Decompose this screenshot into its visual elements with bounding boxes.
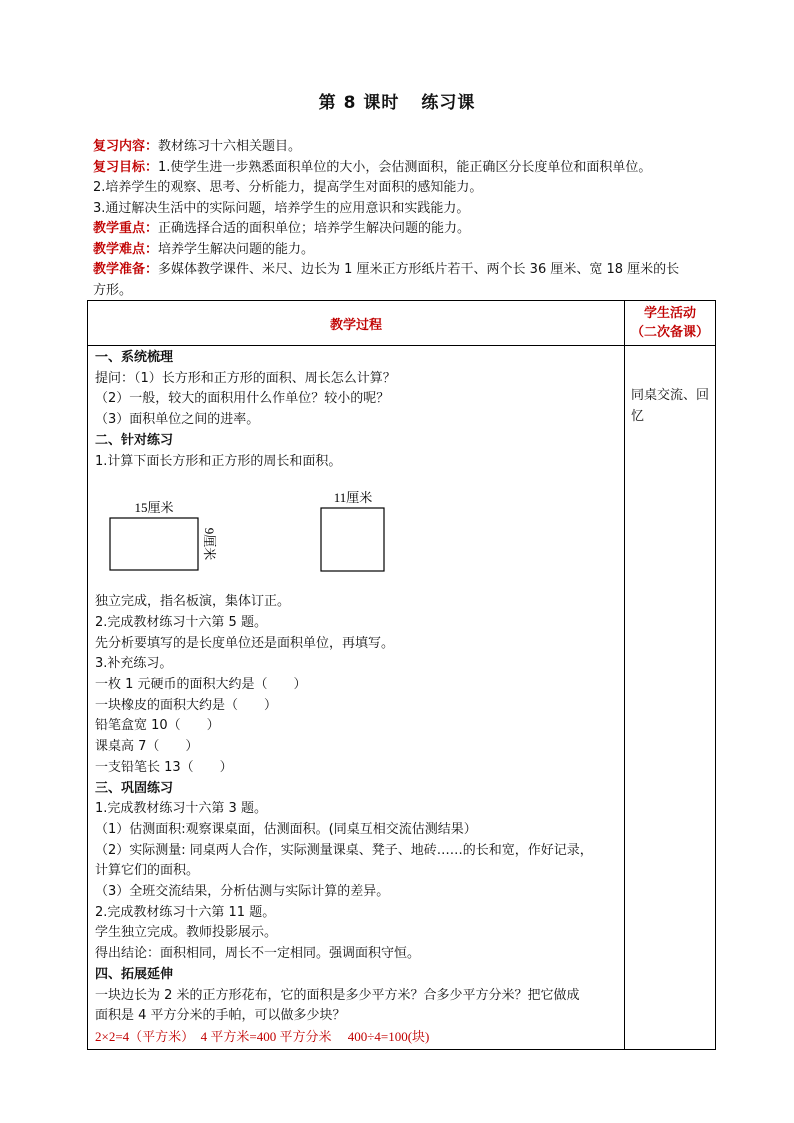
lesson-table — [87, 300, 716, 1050]
text-line: 提问：（1）长方形和正方形的面积、周长怎么计算？ — [95, 370, 396, 386]
lesson-number: 第 8 课时 — [318, 93, 400, 113]
meta-line — [93, 260, 713, 281]
table-header — [88, 301, 715, 346]
text-line: （2）一般，较大的面积用什么作单位？较小的呢？ — [95, 391, 390, 407]
header-side-line1: 学生活动 — [643, 306, 696, 321]
text-line: 1.计算下面长方形和正方形的周长和面积。 — [95, 453, 342, 469]
meta-line — [93, 137, 713, 158]
meta-line — [93, 219, 713, 240]
meta-label: 教学难点： — [93, 241, 159, 257]
meta-text: 方形。 — [93, 282, 133, 298]
meta-text: 教材练习十六相关题目。 — [158, 139, 302, 154]
text-line: （1）估测面积:观察课桌面，估测面积。(同桌互相交流估测结果） — [95, 821, 477, 837]
meta-label: 复习内容： — [93, 139, 159, 154]
shape-figures — [95, 472, 620, 592]
section-heading: 一、系统梳理 — [95, 350, 174, 365]
text-line: 2.完成教材练习十六第 5 题。 — [95, 614, 267, 630]
text-line: 一支铅笔长 13（ ） — [95, 759, 233, 775]
meta-line — [93, 199, 713, 220]
text-line: 铅笔盒宽 10（ ） — [95, 718, 220, 734]
square-shape — [321, 508, 384, 571]
meta-text: 1.使学生进一步熟悉面积单位的大小，会估测面积，能正确区分长度单位和面积单位。 — [158, 159, 652, 175]
meta-text: 培养学生解决问题的能力。 — [158, 241, 315, 257]
text-line: 3.补充练习。 — [95, 656, 173, 672]
meta-label: 教学重点： — [93, 221, 159, 236]
meta-text: 3.通过解决生活中的实际问题，培养学生的应用意识和实践能力。 — [93, 200, 470, 216]
shape-figures-svg — [95, 472, 620, 592]
teaching-process-content — [95, 348, 620, 1048]
lesson-name: 练习课 — [421, 93, 476, 113]
text-line: 面积是 4 平方分米的手帕，可以做多少块？ — [95, 1008, 346, 1024]
page-title — [0, 88, 794, 113]
text-line: 一块边长为 2 米的正方形花布，它的面积是多少平方米？合多少平方分米？把它做成 — [95, 987, 580, 1003]
text-line: 1.完成教材练习十六第 3 题。 — [95, 801, 267, 817]
text-line: 2.完成教材练习十六第 11 题。 — [95, 904, 276, 920]
lesson-meta — [93, 137, 713, 301]
meta-text: 2.培养学生的观察、思考、分析能力，提高学生对面积的感知能力。 — [93, 180, 483, 195]
text-line: 学生独立完成。教师投影展示。 — [95, 925, 278, 941]
section-heading: 三、巩固练习 — [95, 780, 174, 796]
section-heading: 四、拓展延伸 — [95, 966, 174, 982]
square-side-label: 11厘米 — [333, 490, 373, 506]
header-student-activity — [625, 301, 715, 345]
meta-line — [93, 158, 713, 179]
meta-text: 正确选择合适的面积单位；培养学生解决问题的能力。 — [158, 221, 471, 236]
meta-line — [93, 281, 713, 302]
text-line: （3）面积单位之间的进率。 — [95, 412, 260, 428]
text-line: 一枚 1 元硬币的面积大约是（ ） — [95, 677, 307, 693]
rectangle-shape — [110, 518, 198, 570]
meta-label: 复习目标： — [93, 159, 159, 175]
text-line: 课桌高 7（ ） — [95, 739, 199, 755]
header-teaching-process: 教学过程 — [329, 317, 382, 333]
answer-line: 2×2=4（平方米） 4 平方米=400 平方分米 400÷4=100(块) — [95, 1028, 430, 1044]
meta-text: 多媒体教学课件、米尺、边长为 1 厘米正方形纸片若干、两个长 36 厘米、宽 18 厘米的长 — [158, 262, 680, 277]
student-activity-note: 同桌交流、回忆 — [631, 388, 710, 424]
text-line: 得出结论：面积相同，周长不一定相同。强调面积守恒。 — [95, 946, 421, 962]
meta-line — [93, 178, 713, 199]
header-side-line2: （二次备课） — [630, 325, 709, 340]
section-heading: 二、针对练习 — [95, 432, 174, 448]
rect-height-label: 9厘米 — [202, 527, 217, 561]
rect-width-label: 15厘米 — [134, 500, 174, 516]
text-line: （2）实际测量: 同桌两人合作，实际测量课桌、凳子、地砖……的长和宽，作好记录， — [95, 842, 593, 858]
text-line: （3）全班交流结果，分析估测与实际计算的差异。 — [95, 884, 390, 900]
text-line: 独立完成，指名板演，集体订正。 — [95, 594, 291, 610]
text-line: 计算它们的面积。 — [95, 863, 200, 879]
meta-label: 教学准备： — [93, 262, 159, 277]
column-divider — [624, 301, 625, 1049]
text-line: 先分析要填写的是长度单位还是面积单位，再填写。 — [95, 635, 395, 651]
text-line: 一块橡皮的面积大约是（ ） — [95, 697, 278, 713]
meta-line — [93, 240, 713, 261]
